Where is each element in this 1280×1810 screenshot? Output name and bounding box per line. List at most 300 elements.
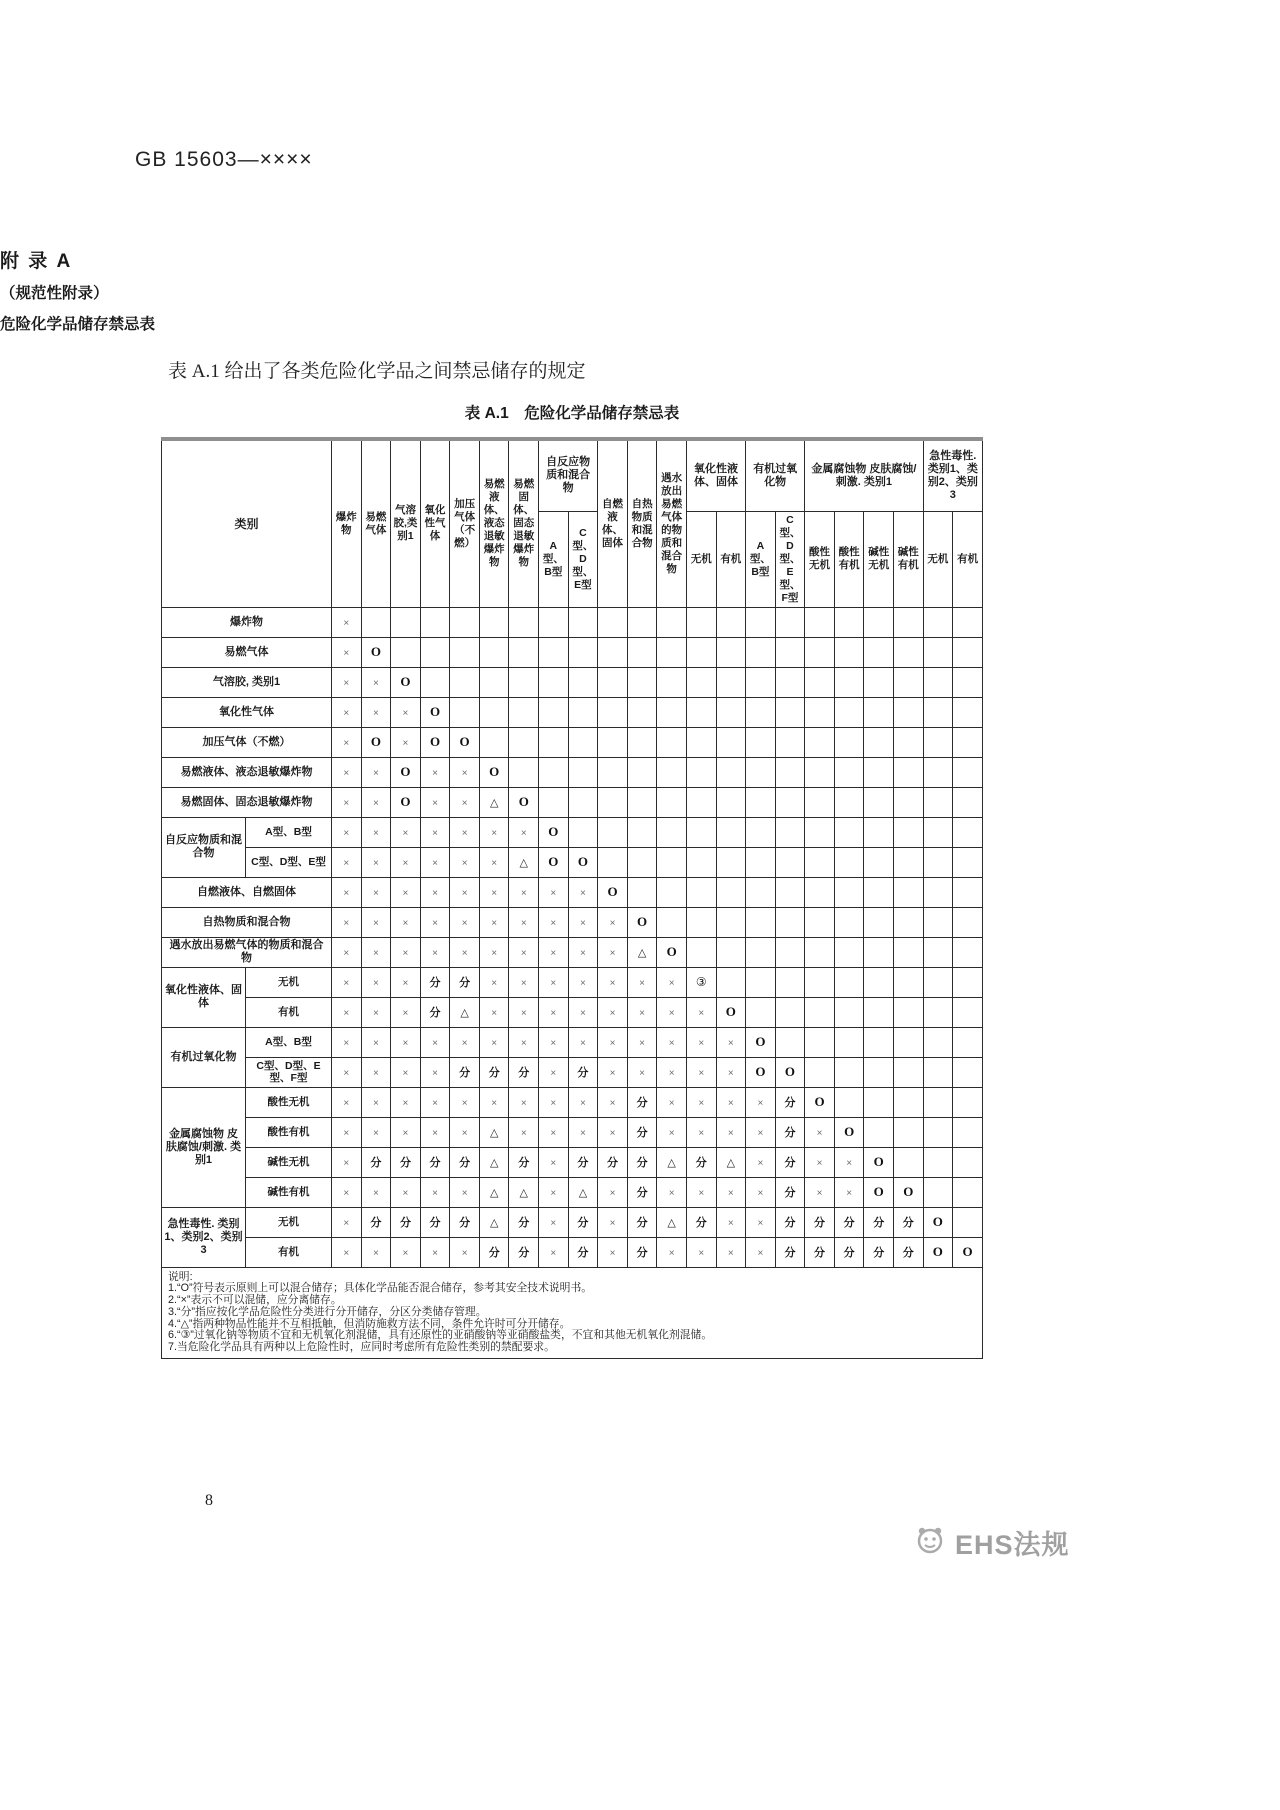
compatibility-symbol: 分 bbox=[459, 1217, 471, 1229]
compatibility-symbol: × bbox=[491, 978, 498, 989]
compatibility-symbol: O bbox=[518, 794, 529, 809]
compatibility-symbol: O bbox=[429, 734, 441, 749]
compatibility-symbol: 分 bbox=[636, 1097, 648, 1109]
matrix-cell bbox=[539, 1057, 569, 1087]
column-header: 加压气体（不燃） bbox=[450, 439, 480, 607]
compatibility-symbol: × bbox=[668, 1188, 675, 1199]
matrix-cell bbox=[716, 1057, 746, 1087]
matrix-cell bbox=[805, 607, 835, 637]
matrix-cell bbox=[894, 1207, 924, 1237]
compatibility-symbol: × bbox=[461, 888, 468, 899]
matrix-cell bbox=[479, 1087, 509, 1117]
compatibility-symbol: × bbox=[520, 978, 527, 989]
matrix-cell bbox=[598, 1057, 628, 1087]
matrix-cell bbox=[686, 817, 716, 847]
matrix-cell bbox=[509, 637, 539, 667]
matrix-cell bbox=[657, 937, 687, 967]
compatibility-symbol: O bbox=[370, 644, 381, 659]
matrix-cell bbox=[657, 1057, 687, 1087]
appendix-title: 附 录 A bbox=[0, 251, 73, 272]
matrix-cell bbox=[420, 967, 450, 997]
matrix-cell bbox=[332, 637, 362, 667]
compatibility-symbol: × bbox=[609, 948, 616, 959]
compatibility-symbol: × bbox=[372, 1248, 379, 1259]
matrix-cell bbox=[361, 607, 391, 637]
matrix-cell bbox=[953, 607, 983, 637]
matrix-cell bbox=[834, 817, 864, 847]
matrix-cell bbox=[539, 997, 569, 1027]
row-label: 加压气体（不燃） bbox=[162, 727, 332, 757]
matrix-cell bbox=[361, 847, 391, 877]
matrix-cell bbox=[361, 1237, 391, 1267]
compatibility-symbol: × bbox=[550, 1248, 557, 1259]
matrix-cell bbox=[923, 1147, 953, 1177]
matrix-cell bbox=[746, 1087, 776, 1117]
matrix-cell bbox=[509, 907, 539, 937]
matrix-cell bbox=[627, 787, 657, 817]
table-row bbox=[162, 727, 983, 757]
row-label: 自燃液体、自燃固体 bbox=[162, 877, 332, 907]
matrix-cell bbox=[864, 1177, 894, 1207]
matrix-cell bbox=[953, 1117, 983, 1147]
matrix-cell bbox=[450, 817, 480, 847]
matrix-cell bbox=[686, 907, 716, 937]
matrix-cell bbox=[686, 637, 716, 667]
matrix-cell bbox=[627, 967, 657, 997]
matrix-cell bbox=[775, 1237, 805, 1267]
matrix-cell bbox=[834, 877, 864, 907]
compatibility-symbol: O bbox=[637, 914, 648, 929]
matrix-cell bbox=[805, 637, 835, 667]
matrix-cell bbox=[391, 1147, 421, 1177]
compatibility-symbol: 分 bbox=[607, 1157, 618, 1169]
matrix-cell bbox=[479, 1207, 509, 1237]
matrix-cell bbox=[509, 1237, 539, 1267]
compatibility-symbol: × bbox=[757, 1218, 764, 1229]
matrix-cell bbox=[834, 1207, 864, 1237]
matrix-cell bbox=[568, 1147, 598, 1177]
compatibility-symbol: × bbox=[372, 1008, 379, 1019]
matrix-cell bbox=[361, 907, 391, 937]
matrix-cell bbox=[391, 1237, 421, 1267]
table-row bbox=[162, 697, 983, 727]
column-sub-header: 无机 bbox=[686, 511, 716, 607]
matrix-cell bbox=[598, 1237, 628, 1267]
matrix-cell bbox=[509, 1087, 539, 1117]
row-label: 易燃液体、液态退敏爆炸物 bbox=[162, 757, 332, 787]
compatibility-symbol: × bbox=[432, 948, 438, 959]
matrix-cell bbox=[746, 1117, 776, 1147]
compatibility-symbol: × bbox=[343, 918, 350, 929]
matrix-cell bbox=[509, 1147, 539, 1177]
compatibility-symbol: × bbox=[372, 918, 379, 929]
matrix-cell bbox=[834, 607, 864, 637]
compatibility-symbol: × bbox=[550, 888, 557, 899]
compatibility-symbol: × bbox=[816, 1128, 823, 1139]
matrix-cell bbox=[332, 997, 362, 1027]
matrix-cell bbox=[746, 667, 776, 697]
compatibility-symbol: △ bbox=[519, 1187, 528, 1199]
matrix-cell bbox=[539, 1147, 569, 1177]
compatibility-symbol: △ bbox=[637, 947, 647, 959]
matrix-cell bbox=[746, 1027, 776, 1057]
matrix-cell bbox=[657, 697, 687, 727]
matrix-cell bbox=[420, 667, 450, 697]
matrix-cell bbox=[746, 787, 776, 817]
compatibility-symbol: × bbox=[461, 1098, 468, 1109]
matrix-cell bbox=[746, 877, 776, 907]
compatibility-symbol: △ bbox=[667, 1217, 676, 1229]
compatibility-symbol: × bbox=[580, 918, 586, 929]
matrix-cell bbox=[450, 1027, 480, 1057]
matrix-cell bbox=[775, 1087, 805, 1117]
compatibility-symbol: 分 bbox=[873, 1247, 885, 1259]
matrix-cell bbox=[953, 1207, 983, 1237]
matrix-cell bbox=[391, 1177, 421, 1207]
column-header: 易燃气体 bbox=[361, 439, 391, 607]
matrix-cell bbox=[627, 1147, 657, 1177]
matrix-cell bbox=[775, 757, 805, 787]
matrix-cell bbox=[568, 877, 598, 907]
table-row bbox=[162, 787, 983, 817]
table-row bbox=[162, 637, 983, 667]
matrix-cell bbox=[686, 997, 716, 1027]
compatibility-symbol: 分 bbox=[577, 1247, 589, 1259]
compatibility-symbol: × bbox=[372, 858, 379, 869]
matrix-cell bbox=[894, 697, 924, 727]
row-group-label: 自反应物质和混合物 bbox=[162, 817, 246, 877]
compatibility-symbol: × bbox=[668, 1098, 675, 1109]
matrix-cell bbox=[450, 937, 480, 967]
compatibility-symbol: × bbox=[698, 1068, 705, 1079]
matrix-cell bbox=[598, 847, 628, 877]
matrix-cell bbox=[746, 607, 776, 637]
matrix-cell bbox=[420, 787, 450, 817]
matrix-cell bbox=[539, 787, 569, 817]
matrix-cell bbox=[450, 997, 480, 1027]
matrix-cell bbox=[509, 967, 539, 997]
matrix-cell bbox=[775, 667, 805, 697]
matrix-cell bbox=[361, 757, 391, 787]
matrix-cell bbox=[509, 727, 539, 757]
matrix-cell bbox=[509, 937, 539, 967]
note-line: 说明: bbox=[168, 1270, 193, 1283]
matrix-cell bbox=[479, 877, 509, 907]
compatibility-symbol: × bbox=[668, 1008, 675, 1019]
matrix-cell bbox=[746, 1177, 776, 1207]
matrix-cell bbox=[923, 877, 953, 907]
matrix-cell bbox=[332, 1057, 362, 1087]
matrix-cell bbox=[953, 727, 983, 757]
compatibility-symbol: O bbox=[459, 734, 470, 749]
matrix-cell bbox=[391, 1207, 421, 1237]
compatibility-symbol: × bbox=[402, 888, 409, 899]
compatibility-symbol: × bbox=[402, 1068, 409, 1079]
compatibility-symbol: × bbox=[580, 1128, 586, 1139]
matrix-cell bbox=[834, 1027, 864, 1057]
matrix-cell bbox=[568, 697, 598, 727]
matrix-cell bbox=[568, 907, 598, 937]
matrix-cell bbox=[657, 637, 687, 667]
compatibility-symbol: O bbox=[400, 764, 411, 779]
matrix-cell bbox=[627, 1177, 657, 1207]
compatibility-symbol: 分 bbox=[459, 1157, 471, 1169]
matrix-cell bbox=[894, 817, 924, 847]
matrix-cell bbox=[361, 637, 391, 667]
matrix-cell bbox=[539, 1087, 569, 1117]
compatibility-symbol: × bbox=[550, 1218, 557, 1229]
row-group-label: 氧化性液体、固体 bbox=[162, 967, 246, 1027]
compatibility-symbol: × bbox=[372, 798, 379, 809]
matrix-cell bbox=[953, 997, 983, 1027]
compatibility-symbol: × bbox=[698, 1248, 705, 1259]
compatibility-symbol: △ bbox=[460, 1007, 469, 1019]
matrix-cell bbox=[953, 787, 983, 817]
matrix-cell bbox=[598, 1207, 628, 1237]
compatibility-symbol: × bbox=[698, 1128, 705, 1139]
row-label: 易燃固体、固态退敏爆炸物 bbox=[162, 787, 332, 817]
matrix-cell bbox=[923, 967, 953, 997]
matrix-cell bbox=[746, 997, 776, 1027]
matrix-cell bbox=[568, 997, 598, 1027]
matrix-cell bbox=[923, 1117, 953, 1147]
matrix-cell bbox=[923, 787, 953, 817]
matrix-cell bbox=[923, 1177, 953, 1207]
matrix-cell bbox=[479, 757, 509, 787]
matrix-cell bbox=[657, 1117, 687, 1147]
compatibility-symbol: △ bbox=[667, 1157, 676, 1169]
compatibility-symbol: × bbox=[668, 1038, 675, 1049]
compatibility-symbol: × bbox=[432, 1248, 438, 1259]
matrix-cell bbox=[775, 997, 805, 1027]
column-sub-header: 碱性有机 bbox=[894, 511, 924, 607]
matrix-cell bbox=[716, 967, 746, 997]
matrix-cell bbox=[746, 1237, 776, 1267]
matrix-cell bbox=[894, 727, 924, 757]
compatibility-symbol: 分 bbox=[488, 1067, 500, 1079]
table-row bbox=[162, 1057, 983, 1087]
compatibility-symbol: O bbox=[429, 704, 441, 719]
matrix-cell bbox=[834, 847, 864, 877]
matrix-cell bbox=[775, 937, 805, 967]
matrix-cell bbox=[864, 667, 894, 697]
compatibility-symbol: × bbox=[727, 1068, 734, 1079]
matrix-cell bbox=[657, 787, 687, 817]
compatibility-symbol: 分 bbox=[636, 1187, 648, 1199]
compatibility-symbol: × bbox=[343, 1188, 350, 1199]
matrix-cell bbox=[686, 1237, 716, 1267]
compatibility-symbol: × bbox=[432, 918, 438, 929]
matrix-cell bbox=[539, 1207, 569, 1237]
watermark bbox=[912, 1522, 1070, 1563]
matrix-cell bbox=[805, 937, 835, 967]
matrix-cell bbox=[420, 907, 450, 937]
matrix-cell bbox=[568, 1027, 598, 1057]
note-line: 7.当危险化学品具有两种以上危险性时，应同时考虑所有危险性类别的禁配要求。 bbox=[168, 1341, 555, 1354]
matrix-cell bbox=[716, 1237, 746, 1267]
compatibility-symbol: × bbox=[432, 798, 438, 809]
matrix-cell bbox=[420, 1207, 450, 1237]
matrix-cell bbox=[864, 727, 894, 757]
table-caption: 表 A.1 危险化学品储存禁忌表 bbox=[464, 405, 680, 422]
matrix-cell bbox=[834, 727, 864, 757]
compatibility-symbol: × bbox=[550, 1008, 557, 1019]
matrix-cell bbox=[657, 1207, 687, 1237]
matrix-cell bbox=[834, 1087, 864, 1117]
matrix-cell bbox=[598, 1147, 628, 1177]
compatibility-symbol: 分 bbox=[784, 1217, 796, 1229]
matrix-cell bbox=[716, 787, 746, 817]
matrix-cell bbox=[479, 817, 509, 847]
matrix-cell bbox=[834, 997, 864, 1027]
compatibility-symbol: O bbox=[607, 884, 618, 899]
matrix-cell bbox=[509, 817, 539, 847]
table-row bbox=[162, 967, 983, 997]
compatibility-symbol: 分 bbox=[518, 1067, 530, 1079]
compatibility-symbol: × bbox=[432, 768, 438, 779]
matrix-cell bbox=[627, 1117, 657, 1147]
matrix-cell bbox=[894, 1147, 924, 1177]
row-label: 氧化性气体 bbox=[162, 697, 332, 727]
matrix-cell bbox=[864, 757, 894, 787]
matrix-cell bbox=[805, 907, 835, 937]
matrix-cell bbox=[657, 1237, 687, 1267]
matrix-cell bbox=[361, 1027, 391, 1057]
matrix-cell bbox=[332, 727, 362, 757]
matrix-cell bbox=[598, 1117, 628, 1147]
compatibility-symbol: × bbox=[432, 858, 438, 869]
matrix-cell bbox=[391, 877, 421, 907]
matrix-cell bbox=[420, 817, 450, 847]
compatibility-symbol: × bbox=[520, 888, 527, 899]
compatibility-symbol: × bbox=[846, 1188, 853, 1199]
matrix-cell bbox=[598, 607, 628, 637]
table-row bbox=[162, 667, 983, 697]
note-line: 4.“△”指两种物品性能并不互相抵触，但消防施救方法不同，条件允许时可分开储存。 bbox=[168, 1317, 571, 1330]
compatibility-symbol: × bbox=[727, 1128, 734, 1139]
compatibility-symbol: × bbox=[550, 1188, 557, 1199]
matrix-cell bbox=[332, 607, 362, 637]
matrix-cell bbox=[834, 1057, 864, 1087]
matrix-cell bbox=[686, 1147, 716, 1177]
matrix-cell bbox=[627, 1087, 657, 1117]
matrix-cell bbox=[420, 1237, 450, 1267]
column-header: 遇水放出易燃气体的物质和混合物 bbox=[657, 439, 687, 607]
matrix-cell bbox=[598, 937, 628, 967]
compatibility-symbol: × bbox=[491, 948, 498, 959]
matrix-cell bbox=[332, 697, 362, 727]
matrix-cell bbox=[894, 847, 924, 877]
column-sub-header: A型、B型 bbox=[746, 511, 776, 607]
compatibility-symbol: × bbox=[846, 1158, 853, 1169]
table-row bbox=[162, 1087, 983, 1117]
matrix-cell bbox=[539, 1027, 569, 1057]
matrix-cell bbox=[479, 1177, 509, 1207]
table-header bbox=[162, 439, 983, 607]
matrix-cell bbox=[450, 727, 480, 757]
matrix-cell bbox=[716, 757, 746, 787]
matrix-cell bbox=[864, 1207, 894, 1237]
ehs-logo-icon bbox=[912, 1522, 948, 1563]
matrix-cell bbox=[923, 757, 953, 787]
table-row bbox=[162, 757, 983, 787]
matrix-cell bbox=[539, 757, 569, 787]
compatibility-symbol: × bbox=[343, 828, 350, 839]
compatibility-symbol: × bbox=[402, 1038, 409, 1049]
row-sub-label: 有机 bbox=[246, 997, 332, 1027]
matrix-cell bbox=[834, 787, 864, 817]
matrix-cell bbox=[361, 1057, 391, 1087]
matrix-cell bbox=[598, 667, 628, 697]
matrix-cell bbox=[805, 877, 835, 907]
matrix-cell bbox=[716, 727, 746, 757]
compatibility-symbol: × bbox=[432, 1038, 438, 1049]
matrix-cell bbox=[568, 637, 598, 667]
matrix-cell bbox=[391, 847, 421, 877]
compatibility-symbol: × bbox=[372, 708, 379, 719]
matrix-cell bbox=[746, 727, 776, 757]
matrix-cell bbox=[391, 607, 421, 637]
matrix-cell bbox=[627, 697, 657, 727]
matrix-cell bbox=[539, 907, 569, 937]
matrix-cell bbox=[834, 1147, 864, 1177]
matrix-cell bbox=[775, 1147, 805, 1177]
matrix-cell bbox=[568, 757, 598, 787]
compatibility-symbol: × bbox=[343, 858, 350, 869]
column-sub-header: 无机 bbox=[923, 511, 953, 607]
matrix-cell bbox=[775, 727, 805, 757]
column-header: 自燃液体、固体 bbox=[598, 439, 628, 607]
matrix-cell bbox=[746, 1057, 776, 1087]
matrix-cell bbox=[716, 907, 746, 937]
matrix-cell bbox=[923, 1087, 953, 1117]
compatibility-symbol: × bbox=[372, 768, 379, 779]
matrix-cell bbox=[805, 1147, 835, 1177]
matrix-cell bbox=[391, 787, 421, 817]
compatibility-symbol: △ bbox=[489, 1187, 499, 1199]
row-group-label: 急性毒性. 类别1、类别2、类别3 bbox=[162, 1207, 246, 1267]
compatibility-symbol: × bbox=[727, 1098, 734, 1109]
matrix-cell bbox=[746, 757, 776, 787]
table-row bbox=[162, 607, 983, 637]
compatibility-symbol: △ bbox=[519, 857, 528, 869]
matrix-cell bbox=[746, 817, 776, 847]
matrix-cell bbox=[479, 847, 509, 877]
matrix-cell bbox=[391, 1027, 421, 1057]
matrix-cell bbox=[834, 1117, 864, 1147]
matrix-cell bbox=[686, 967, 716, 997]
matrix-cell bbox=[864, 937, 894, 967]
compatibility-symbol: × bbox=[343, 708, 350, 719]
compatibility-symbol: × bbox=[343, 1068, 350, 1079]
matrix-cell bbox=[450, 1147, 480, 1177]
compatibility-symbol: × bbox=[580, 1098, 586, 1109]
matrix-cell bbox=[568, 847, 598, 877]
standard-number: GB 15603—×××× bbox=[135, 148, 313, 171]
matrix-cell bbox=[627, 1237, 657, 1267]
matrix-cell bbox=[746, 637, 776, 667]
matrix-cell bbox=[716, 817, 746, 847]
matrix-cell bbox=[420, 877, 450, 907]
matrix-cell bbox=[479, 1147, 509, 1177]
compatibility-symbol: × bbox=[372, 948, 379, 959]
matrix-cell bbox=[864, 1087, 894, 1117]
matrix-cell bbox=[361, 1147, 391, 1177]
matrix-cell bbox=[775, 877, 805, 907]
matrix-cell bbox=[894, 907, 924, 937]
matrix-cell bbox=[420, 1027, 450, 1057]
matrix-cell bbox=[923, 607, 953, 637]
